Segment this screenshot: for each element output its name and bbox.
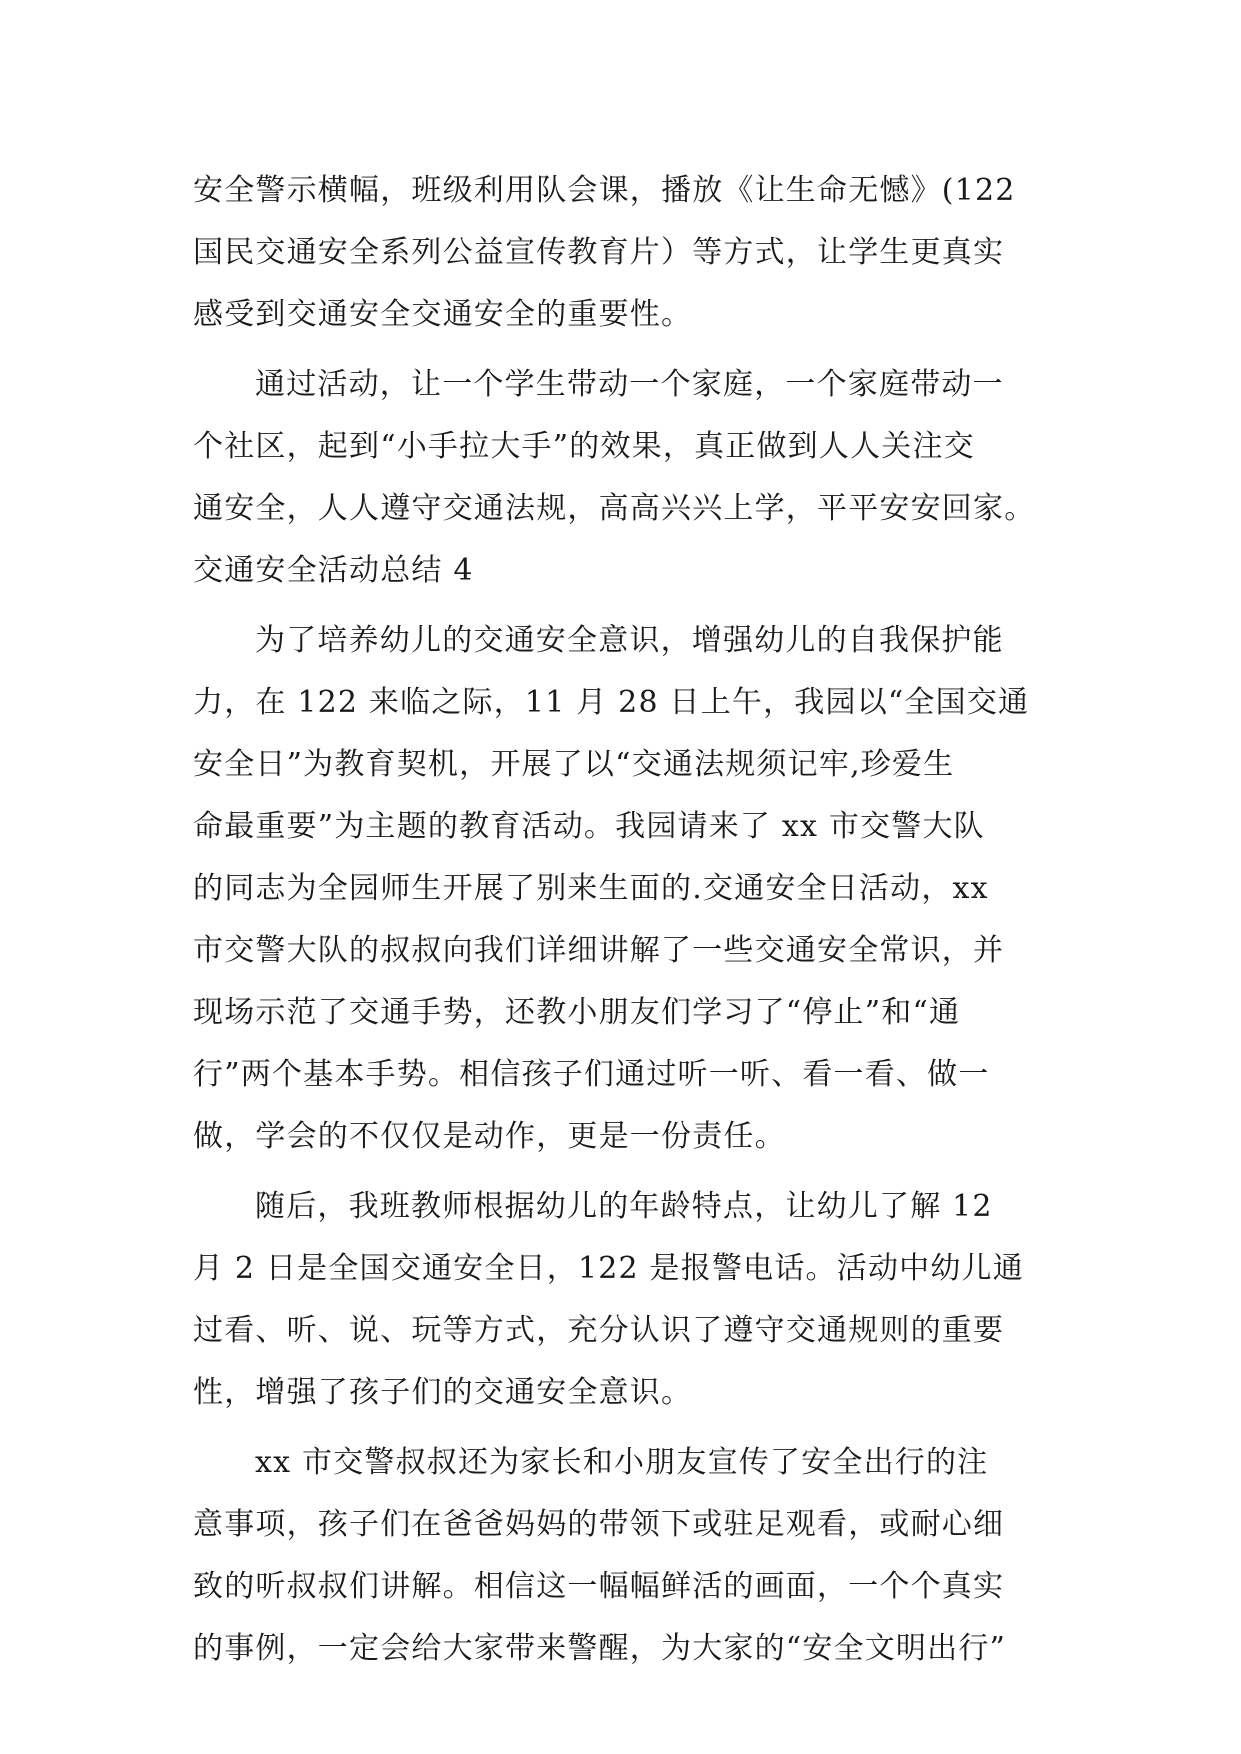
text-line: 过看、听、说、玩等方式，充分认识了遵守交通规则的重要 — [193, 1313, 1005, 1348]
text-line: 国民交通安全系列公益宣传教育片）等方式，让学生更真实 — [193, 235, 1005, 270]
text-line: 安全警示横幅，班级利用队会课，播放《让生命无憾》(122 — [193, 173, 1016, 208]
document-body — [193, 160, 1053, 1680]
text-line: 命最重要”为主题的教育活动。我园请来了 xx 市交警大队 — [193, 809, 985, 844]
text-line: 通安全，人人遵守交通法规，高高兴兴上学，平平安安回家。 — [193, 491, 1036, 526]
text-line: 的同志为全园师生开展了别来生面的.交通安全日活动，xx — [193, 871, 989, 906]
paragraph-first-line: 为了培养幼儿的交通安全意识，增强幼儿的自我保护能 — [255, 623, 1004, 658]
text-line: 意事项，孩子们在爸爸妈妈的带领下或驻足观看，或耐心细 — [193, 1507, 1005, 1542]
text-line: 感受到交通安全交通安全的重要性。 — [193, 297, 693, 332]
section-heading: 交通安全活动总结 4 — [193, 553, 474, 588]
text-line: 力，在 122 来临之际，11 月 28 日上午，我园以“全国交通 — [193, 685, 1030, 720]
text-line: 市交警大队的叔叔向我们详细讲解了一些交通安全常识，并 — [193, 933, 1005, 968]
text-line: 性，增强了孩子们的交通安全意识。 — [193, 1375, 693, 1410]
text-line: 行”两个基本手势。相信孩子们通过听一听、看一看、做一 — [193, 1057, 990, 1092]
paragraph-first-line: 随后，我班教师根据幼儿的年龄特点，让幼儿了解 12 — [255, 1189, 993, 1224]
text-line: 做，学会的不仅仅是动作，更是一份责任。 — [193, 1119, 786, 1154]
paragraph-first-line: xx 市交警叔叔还为家长和小朋友宣传了安全出行的注 — [255, 1445, 989, 1480]
text-line: 个社区，起到“小手拉大手”的效果，真正做到人人关注交 — [193, 429, 975, 464]
text-line: 月 2 日是全国交通安全日，122 是报警电话。活动中幼儿通 — [193, 1251, 1024, 1286]
text-line: 现场示范了交通手势，还教小朋友们学习了“停止”和“通 — [193, 995, 961, 1030]
text-line: 致的听叔叔们讲解。相信这一幅幅鲜活的画面，一个个真实 — [193, 1569, 1005, 1604]
text-line: 的事例，一定会给大家带来警醒，为大家的“安全文明出行” — [193, 1631, 1007, 1666]
paragraph-first-line: 通过活动，让一个学生带动一个家庭，一个家庭带动一 — [255, 367, 1004, 402]
text-line: 安全日”为教育契机，开展了以“交通法规须记牢,珍爱生 — [193, 747, 955, 782]
